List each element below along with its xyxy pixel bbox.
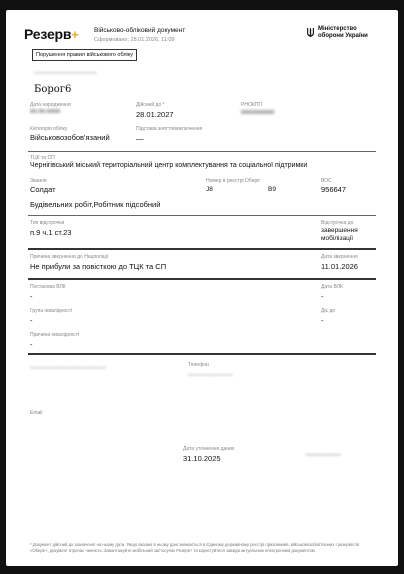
- divider: [28, 151, 376, 152]
- removal-value: —: [136, 134, 144, 143]
- plus-icon: +: [71, 27, 79, 42]
- disability-group-value: -: [30, 316, 33, 325]
- specialty-value: Будівельних робіт,Робітник підсобний: [30, 200, 161, 209]
- deferral-type-value: п.9 ч.1 ст.23: [30, 228, 72, 237]
- divider: [28, 353, 376, 355]
- divider: [28, 278, 376, 280]
- rank-label: Звання: [30, 178, 47, 184]
- police-reason-value: Не прибули за повісткою до ТЦК та СП: [30, 262, 167, 271]
- rank-value: Солдат: [30, 185, 56, 194]
- tck-value: Чернігівський міський територіальний центр комплектування та соціальної підтримки: [30, 162, 308, 169]
- vlk-decision-value: -: [30, 292, 33, 301]
- category-label: Категорія обліку: [30, 126, 68, 132]
- vos-label: ВОС: [321, 178, 332, 184]
- valid-until-2-label: Діє до: [321, 308, 336, 314]
- footnote: * Документ дійсний до зазначеної на ньому дати. Якщо вказані в ньому дані змінюються в Єдиному державному реєстрі призовників, військовозобов'язаних і резервістів «Оберіг», документ втрачає чинність. Завантажуйте мобільний застосунок Резерв+ та користуйтеся завжди актуальним електронним документом.: [30, 542, 360, 553]
- disability-group-label: Група інвалідності: [30, 308, 73, 314]
- deferral-until-value-1: завершення: [321, 227, 358, 234]
- police-date-value: 11.01.2026: [321, 262, 358, 271]
- dob-label: Дата народження: [30, 102, 71, 108]
- dob-value: 00.00.0000: [30, 109, 61, 115]
- signature-redacted: -----------: [306, 450, 341, 459]
- rules-violation-button[interactable]: Порушення правил військового обліку: [32, 49, 137, 61]
- ministry-line-1: Міністерство: [318, 26, 357, 32]
- person-surname: Борог6: [34, 84, 72, 95]
- police-date-label: Дата звернення: [321, 254, 358, 260]
- ministry-name: [318, 26, 368, 40]
- registry-value-b: B9: [268, 186, 276, 193]
- deferral-until-label: Відстрочка до: [321, 220, 354, 226]
- update-date-label: Дата уточнення даних: [183, 446, 235, 452]
- removal-label: Підстава зняття/виключення: [136, 126, 203, 132]
- registry-label: Номер в реєстрі Оберіг: [206, 178, 261, 184]
- registry-value-a: J8: [206, 186, 213, 193]
- valid-until-2-value: -: [321, 316, 324, 325]
- rnokpp-value: 0000000000: [241, 110, 275, 116]
- disability-reason-value: -: [30, 340, 33, 349]
- phone-redacted: ----------------: [188, 372, 234, 379]
- vlk-date-label: Дата ВЛК: [321, 284, 343, 290]
- vos-value: 956647: [321, 185, 347, 194]
- valid-value: 28.01.2027: [136, 110, 174, 119]
- app-name: Резерв: [24, 26, 72, 42]
- update-date-value: 31.10.2025: [183, 454, 221, 463]
- address-redacted: ---------------------------: [30, 365, 107, 372]
- formed-line: Сформовано: 28.01.2026, 11:09: [94, 37, 175, 43]
- category-value: Військовозобов'язаний: [30, 133, 110, 142]
- valid-label: Дійсний до *: [136, 102, 165, 108]
- deferral-type-label: Тип відстрочки: [30, 220, 65, 226]
- app-logo: [24, 26, 79, 44]
- vlk-decision-label: Постанова ВЛК: [30, 284, 66, 290]
- doc-title: Військово-обліковий документ: [94, 27, 186, 34]
- trident-icon: [306, 27, 315, 38]
- divider: [28, 215, 376, 216]
- tck-label: ТЦК та СП: [30, 155, 55, 161]
- phone-label: Телефон: [188, 362, 209, 368]
- email-label: Email: [30, 410, 43, 416]
- person-name-redacted: -------------------: [34, 70, 98, 77]
- rnokpp-label: РНОКПП: [241, 102, 262, 108]
- deferral-until-value-2: мобілізації: [321, 235, 354, 242]
- disability-reason-label: Причина інвалідності: [30, 332, 80, 338]
- ministry-line-2: оборони України: [318, 32, 368, 39]
- police-reason-label: Причина звернення до Нацполіції: [30, 254, 109, 260]
- divider: [28, 248, 376, 250]
- vlk-date-value: -: [321, 292, 324, 301]
- document-sheet: [6, 10, 398, 566]
